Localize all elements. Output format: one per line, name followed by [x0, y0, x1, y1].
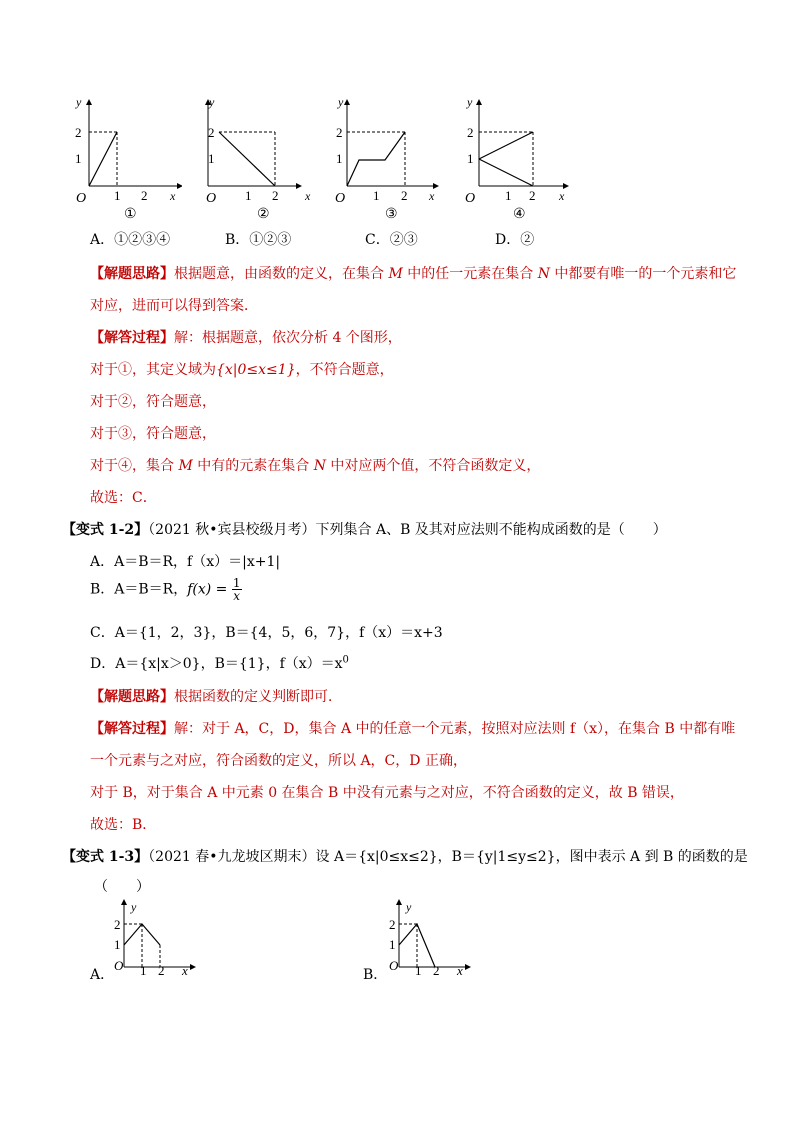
tick-y2: 2 — [208, 125, 215, 140]
tick-x2: 2 — [272, 188, 279, 203]
tick-y2: 2 — [75, 125, 82, 140]
q2-hint — [90, 686, 342, 706]
x-axis-label: x — [182, 963, 188, 978]
graph-a — [112, 897, 202, 979]
q3-paren: （ ） — [94, 879, 150, 895]
q3-option-a: A． — [90, 967, 115, 983]
q1-option-d: D．② — [495, 232, 535, 248]
process-text: 解：对于 A，C，D，集合 A 中的任意一个元素，按照对应法则 f（x），在集合 B 中都有唯 — [174, 721, 736, 737]
graph-number: ② — [257, 207, 270, 222]
domain-set: {x|0≤x≤1} — [216, 362, 296, 378]
option-text: B．A＝B＝R， — [90, 581, 188, 598]
process-text: 对于④，集合 — [90, 458, 179, 474]
x-axis-label: x — [305, 189, 311, 203]
tick-y1: 1 — [389, 937, 396, 952]
tick-y1: 1 — [336, 151, 343, 166]
tick-y1: 1 — [208, 151, 215, 166]
q1-process-line5 — [90, 455, 540, 475]
function-expr: f(x) = — [187, 581, 232, 598]
q1-option-c: C．②③ — [365, 232, 418, 248]
process-text: 中有的元素在集合 — [192, 458, 314, 474]
y-axis-label: y — [76, 95, 82, 109]
graph-1 — [62, 92, 182, 222]
option-text: D．A＝{x|x＞0}，B＝{1}，f（x）＝x — [90, 656, 343, 672]
y-axis-label: y — [467, 95, 473, 109]
tick-x2: 2 — [158, 963, 165, 978]
process-text: 中对应两个值，不符合函数定义， — [325, 458, 541, 474]
tick-x1: 1 — [373, 188, 380, 203]
q2-process-line3: 对于 B，对于集合 A 中元素 0 在集合 B 中没有元素与之对应，不符合函数的定义，故 B 错误， — [90, 785, 684, 801]
graph-4 — [455, 92, 575, 222]
process-text: ，不符合题意， — [295, 362, 394, 378]
tick-y2: 2 — [114, 917, 121, 932]
y-axis-label: y — [338, 95, 344, 109]
hint-tag: 【解题思路】 — [90, 266, 174, 282]
tick-x2: 2 — [141, 188, 148, 203]
tick-y2: 2 — [389, 917, 396, 932]
tick-x1: 1 — [245, 188, 252, 203]
graph-number: ④ — [513, 207, 526, 222]
question-text: （2021 秋•宾县校级月考）下列集合 A、B 及其对应法则不能构成函数的是（ ） — [148, 522, 667, 538]
set-n: N — [537, 266, 550, 282]
graph-number: ① — [124, 207, 137, 222]
process-tag: 【解答过程】 — [90, 330, 174, 346]
y-axis-label: y — [131, 900, 137, 914]
graph-3 — [325, 92, 445, 222]
q1-option-b: B．①②③ — [225, 232, 292, 248]
variant-tag: 【变式 1-3】 — [62, 849, 149, 865]
q1-option-a: A．①②③④ — [90, 232, 171, 248]
tick-y1: 1 — [467, 151, 474, 166]
q2-title — [62, 519, 667, 539]
q2-option-d — [90, 653, 349, 673]
q1-process-line4: 对于③，符合题意， — [90, 426, 216, 442]
y-axis-label: y — [209, 95, 215, 109]
tick-y2: 2 — [467, 125, 474, 140]
q1-hint-line2: 对应，进而可以得到答案． — [90, 298, 258, 314]
q1-process-line2 — [90, 359, 394, 379]
hint-tag: 【解题思路】 — [90, 689, 174, 705]
fraction-denominator: x — [233, 589, 241, 603]
set-m: M — [178, 458, 193, 474]
tick-x1: 1 — [415, 963, 422, 978]
fraction — [232, 577, 242, 602]
graph-2 — [195, 92, 315, 222]
origin-label: O — [76, 191, 87, 206]
tick-x1: 1 — [140, 963, 147, 978]
hint-text: 根据函数的定义判断即可． — [174, 689, 342, 705]
exponent: 0 — [342, 654, 349, 666]
x-axis-label: x — [559, 189, 565, 203]
origin-label: O — [114, 958, 124, 973]
origin-label: O — [465, 191, 476, 206]
origin-label: O — [389, 958, 399, 973]
q1-hint-line1 — [90, 263, 736, 283]
x-axis-label: x — [429, 189, 435, 203]
q2-process-line1 — [90, 718, 735, 738]
q1-answer: 故选：C． — [90, 490, 157, 506]
process-text: 对于①，其定义域为 — [90, 362, 216, 378]
hint-text: 中都要有唯一的一个元素和它 — [549, 266, 737, 282]
q2-answer: 故选：B． — [90, 817, 157, 833]
q2-process-line2: 一个元素与之对应，符合函数的定义，所以 A，C，D 正确， — [90, 753, 467, 769]
tick-y1: 1 — [114, 937, 121, 952]
graph-b — [387, 897, 477, 979]
tick-x2: 2 — [433, 963, 440, 978]
q2-option-c: C．A＝{1，2，3}，B＝{4，5，6，7}，f（x）＝x+3 — [90, 625, 443, 641]
set-m: M — [388, 266, 403, 282]
hint-text: 中的任一元素在集合 — [402, 266, 538, 282]
variant-tag: 【变式 1-2】 — [62, 522, 149, 538]
y-axis-label: y — [406, 900, 412, 914]
set-n: N — [313, 458, 326, 474]
origin-label: O — [335, 191, 346, 206]
hint-text: 根据题意，由函数的定义，在集合 — [174, 266, 389, 282]
q1-process-line3: 对于②，符合题意， — [90, 394, 216, 410]
q3-title — [62, 846, 748, 866]
q3-option-b: B． — [363, 967, 388, 983]
tick-y2: 2 — [336, 125, 343, 140]
tick-x1: 1 — [505, 188, 512, 203]
process-tag: 【解答过程】 — [90, 721, 174, 737]
origin-label: O — [206, 191, 217, 206]
question-text: （2021 春•九龙坡区期末）设 A＝{x|0≤x≤2}，B＝{y|1≤y≤2}，图中表示 A 到 B 的函数的是 — [148, 849, 748, 865]
fraction-numerator: 1 — [232, 576, 241, 590]
tick-x2: 2 — [529, 188, 536, 203]
graph-number: ③ — [385, 207, 398, 222]
tick-x2: 2 — [401, 188, 408, 203]
q2-option-a: A．A＝B＝R，f（x）＝|x+1| — [90, 554, 281, 570]
q1-process-line1 — [90, 327, 402, 347]
x-axis-label: x — [170, 189, 176, 203]
tick-y1: 1 — [75, 151, 82, 166]
x-axis-label: x — [457, 963, 463, 978]
process-text: 解：根据题意，依次分析 4 个图形， — [174, 330, 402, 346]
q2-option-b — [90, 577, 242, 602]
tick-x1: 1 — [114, 188, 121, 203]
